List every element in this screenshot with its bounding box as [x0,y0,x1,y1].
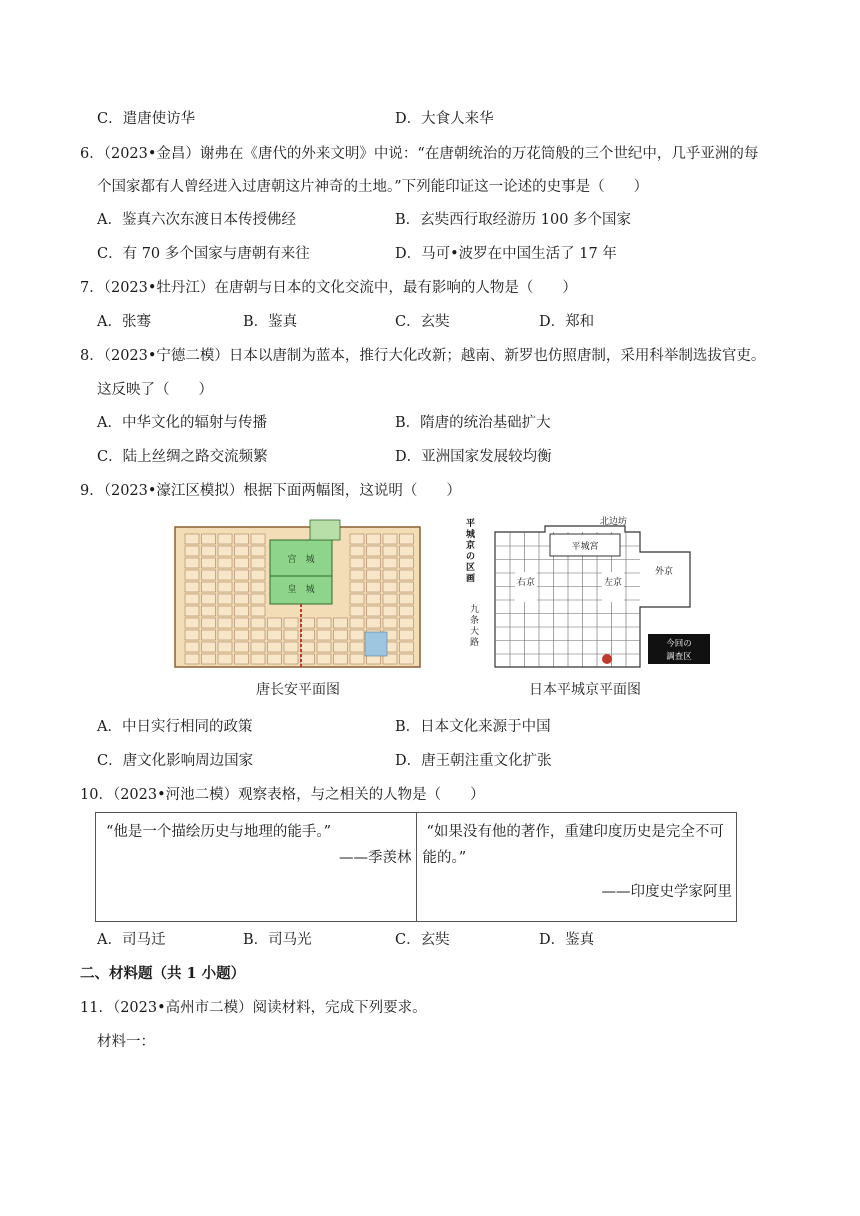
q10-right-quote-line2: 能的。” [422,850,467,866]
changan-ward-block [400,582,414,592]
changan-ward-block [185,654,199,664]
changan-ward-block [350,654,364,664]
changan-ward-block [235,570,249,580]
heijokyo-map [466,515,710,698]
changan-ward-block [400,606,414,616]
changan-ward-block [350,546,364,556]
changan-ward-block [202,630,216,640]
heijokyo-left-label: 左京 [603,578,623,588]
changan-ward-block [317,630,331,640]
changan-ward-block [350,582,364,592]
changan-ward-block [251,654,265,664]
changan-ward-block [185,642,199,652]
changan-ward-block [218,594,232,604]
changan-map [175,520,420,698]
changan-ward-block [367,606,381,616]
changan-ward-block [400,570,414,580]
q10-option-a: A．司马迁 [97,932,166,948]
changan-ward-block [251,606,265,616]
changan-ward-block [367,594,381,604]
changan-ward-block [185,630,199,640]
q6-option-b: B．玄奘西行取经游历 100 多个国家 [395,212,632,228]
changan-ward-block [284,630,298,640]
heijokyo-palace-label: 平城宮 [571,542,599,552]
changan-ward-block [235,630,249,640]
changan-ward-block [367,546,381,556]
changan-ward-block [202,534,216,544]
changan-ward-block [317,642,331,652]
q10-option-d: D．鉴真 [539,932,595,948]
q10-left-quote: “他是一个描绘历史与地理的能手。” [106,824,332,840]
changan-ward-block [202,606,216,616]
changan-ward-block [383,570,397,580]
q10-quote-table [95,812,737,922]
survey-point-marker [602,654,612,664]
q8-option-d: D．亚洲国家发展较均衡 [395,449,552,465]
changan-ward-block [202,546,216,556]
q10-right-source: ——印度史学家阿里 [601,884,732,900]
changan-ward-block [218,654,232,664]
changan-ward-block [400,618,414,628]
changan-ward-block [301,630,315,640]
changan-ward-block [202,558,216,568]
changan-ward-block [251,570,265,580]
changan-ward-block [202,594,216,604]
q6-option-d: D．马可•波罗在中国生活了 17 年 [395,246,617,262]
q10-right-cell [416,813,737,922]
changan-ward-block [251,558,265,568]
section-2-heading: 二、材料题（共 1 小题） [80,965,246,982]
changan-ward-block [218,582,232,592]
changan-ward-block [334,630,348,640]
changan-ward-block [367,558,381,568]
changan-ward-block [202,618,216,628]
changan-ward-block [284,642,298,652]
q9-option-c: C．唐文化影响周边国家 [97,753,254,769]
changan-ward-block [301,642,315,652]
changan-ward-block [251,534,265,544]
changan-ward-block [383,546,397,556]
changan-ward-block [235,546,249,556]
changan-ward-block [202,570,216,580]
changan-ward-block [251,618,265,628]
heijokyo-north-label: 北边坊 [600,517,628,527]
changan-ward-block [400,654,414,664]
q7-option-c: C．玄奘 [395,314,450,330]
changan-ward-block [383,594,397,604]
q11-stem: 11．（2023•高州市二模）阅读材料，完成下列要求。 [80,1000,427,1016]
heijokyo-road-label: 九条大路 [470,605,480,648]
changan-ward-block [218,618,232,628]
changan-ward-block [400,534,414,544]
changan-ward-block [317,654,331,664]
q7-option-b: B．鉴真 [243,314,298,330]
heijokyo-survey-label-1: 今回の [666,639,692,649]
q8-option-b: B．隋唐的统治基础扩大 [395,415,551,431]
q10-option-b: B．司马光 [243,932,312,948]
changan-ward-block [218,642,232,652]
changan-ward-block [185,546,199,556]
changan-ward-block [268,654,282,664]
changan-ward-block [185,594,199,604]
changan-ward-block [284,618,298,628]
changan-ward-block [235,582,249,592]
changan-ward-block [185,606,199,616]
heijokyo-vertical-title: 平城京の区画 [466,519,476,584]
heijokyo-outer-label: 外京 [654,567,674,577]
heijokyo-survey-label-2: 調査区 [666,652,692,662]
changan-ward-block [251,642,265,652]
changan-ward-block [268,642,282,652]
changan-ward-block [235,642,249,652]
heijokyo-caption: 日本平城京平面图 [529,682,641,698]
changan-ward-block [334,642,348,652]
changan-ward-block [400,558,414,568]
q9-option-b: B．日本文化来源于中国 [395,719,551,735]
changan-ward-block [202,582,216,592]
changan-ward-block [367,534,381,544]
q9-option-a: A．中日实行相同的政策 [97,719,253,735]
changan-ward-block [218,606,232,616]
changan-ward-block [218,546,232,556]
changan-ward-block [350,630,364,640]
changan-ward-block [202,642,216,652]
changan-ward-block [350,558,364,568]
changan-ward-block [383,582,397,592]
changan-ward-block [218,570,232,580]
changan-ward-block [383,558,397,568]
changan-ward-block [268,630,282,640]
q8-stem-line2: 这反映了（ ） [97,382,213,398]
changan-ward-block [383,618,397,628]
changan-ward-block [400,642,414,652]
changan-ward-block [350,618,364,628]
q9-stem: 9．（2023•濠江区模拟）根据下面两幅图，这说明（ ） [80,483,461,499]
changan-ward-block [367,618,381,628]
changan-ward-block [235,654,249,664]
changan-imperial-label: 皇 城 [287,585,315,595]
changan-ward-block [350,594,364,604]
changan-ward-block [202,654,216,664]
changan-ward-block [251,546,265,556]
q7-option-a: A．张骞 [97,314,151,330]
changan-ward-block [400,594,414,604]
changan-ward-block [301,654,315,664]
changan-ward-block [350,534,364,544]
changan-ward-block [284,654,298,664]
q8-stem-line1: 8．（2023•宁德二模）日本以唐制为蓝本，推行大化改新；越南、新罗也仿照唐制，采用科举制选拔官吏。 [80,348,766,364]
changan-ward-block [400,630,414,640]
changan-caption: 唐长安平面图 [256,682,340,698]
changan-ward-block [218,534,232,544]
changan-ward-block [235,606,249,616]
city-plan-figure [170,512,720,712]
q7-stem: 7．（2023•牡丹江）在唐朝与日本的文化交流中，最有影响的人物是（ ） [80,280,577,296]
changan-ward-block [350,606,364,616]
changan-ward-block [185,570,199,580]
changan-ward-block [185,618,199,628]
q8-option-a: A．中华文化的辐射与传播 [97,415,267,431]
q10-option-c: C．玄奘 [395,932,450,948]
changan-ward-block [301,618,315,628]
changan-ward-block [218,558,232,568]
q10-right-quote-line1: “如果没有他的著作，重建印度历史是完全不可 [426,824,724,840]
changan-ward-block [400,546,414,556]
q10-left-cell [96,813,417,922]
changan-ward-block [235,534,249,544]
changan-ward-block [317,618,331,628]
changan-palace-label: 宫 城 [287,555,315,565]
changan-ward-block [251,594,265,604]
q8-option-c: C．陆上丝绸之路交流频繁 [97,449,268,465]
changan-ward-block [367,570,381,580]
changan-ward-block [383,534,397,544]
changan-ward-block [218,630,232,640]
q10-stem: 10．（2023•河池二模）观察表格，与之相关的人物是（ ） [80,787,485,803]
changan-ward-block [235,558,249,568]
changan-ward-block [235,618,249,628]
q6-option-c: C．有 70 多个国家与唐朝有来往 [97,246,310,262]
q6-stem-line1: 6．（2023•金昌）谢弗在《唐代的外来文明》中说：“在唐朝统治的万花筒般的三个世纪中，几乎亚洲的每 [80,146,759,162]
q6-option-a: A．鉴真六次东渡日本传授佛经 [97,212,296,228]
changan-ward-block [334,654,348,664]
changan-ward-block [251,630,265,640]
changan-ward-block [334,618,348,628]
q6-stem-line2: 个国家都有人曾经进入过唐朝这片神奇的土地。”下列能印证这一论述的史事是（ ） [97,179,649,195]
q10-left-source: ——季羡林 [339,850,412,866]
changan-ward-block [235,594,249,604]
changan-ward-block [383,606,397,616]
q11-material1-label: 材料一： [97,1034,155,1050]
changan-ward-block [185,534,199,544]
q5-option-c: C．遣唐使访华 [97,111,196,127]
changan-ward-block [251,582,265,592]
changan-ward-block [268,618,282,628]
changan-ward-block [367,582,381,592]
changan-ward-block [350,570,364,580]
q5-option-d: D．大食人来华 [395,111,494,127]
changan-ward-block [185,582,199,592]
q9-option-d: D．唐王朝注重文化扩张 [395,753,552,769]
q7-option-d: D．郑和 [539,314,595,330]
heijokyo-right-label: 右京 [516,578,536,588]
changan-ward-block [185,558,199,568]
changan-ward-block [350,642,364,652]
